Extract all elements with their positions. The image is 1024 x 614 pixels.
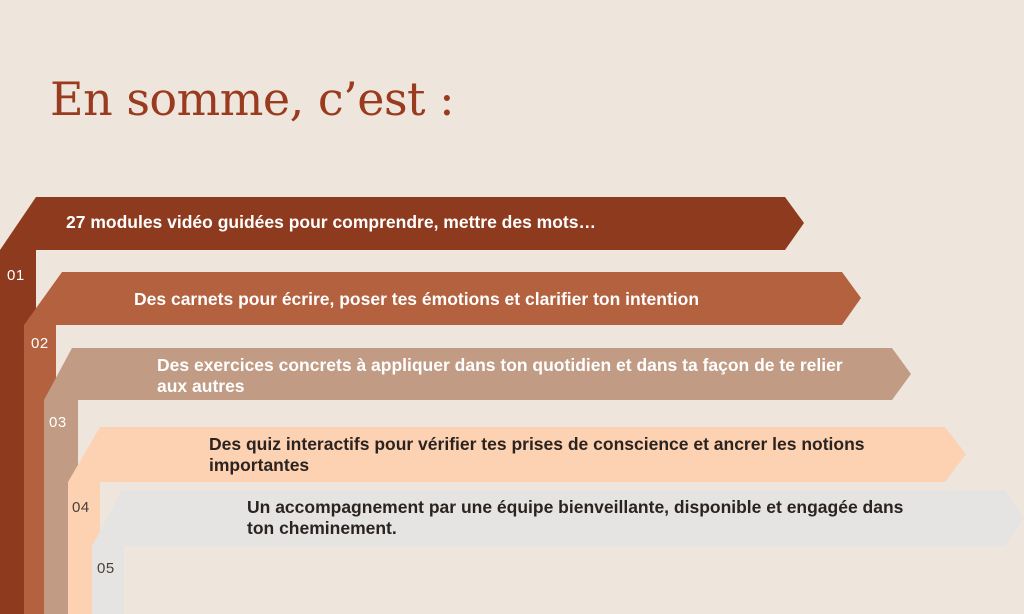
step-5-text: Un accompagnement par une équipe bienveillante, disponible et engagée dans ton cheminement. xyxy=(247,497,904,538)
step-1-number: 01 xyxy=(7,267,25,284)
page-title: En somme, c’est : xyxy=(50,72,455,126)
step-5-column xyxy=(92,546,124,614)
step-2-text: Des carnets pour écrire, poser tes émotions et clarifier ton intention xyxy=(134,289,700,309)
step-4-number: 04 xyxy=(72,499,90,516)
step-3-text: Des exercices concrets à appliquer dans ton quotidien et dans ta façon de te relier aux autres xyxy=(157,355,843,396)
step-2-number: 02 xyxy=(31,335,49,352)
step-4-text: Des quiz interactifs pour vérifier tes prises de conscience et ancrer les notions importantes xyxy=(209,434,865,475)
step-5-number: 05 xyxy=(97,560,115,577)
step-3-number: 03 xyxy=(49,414,67,431)
step-1-text: 27 modules vidéo guidées pour comprendre, mettre des mots… xyxy=(66,212,596,232)
